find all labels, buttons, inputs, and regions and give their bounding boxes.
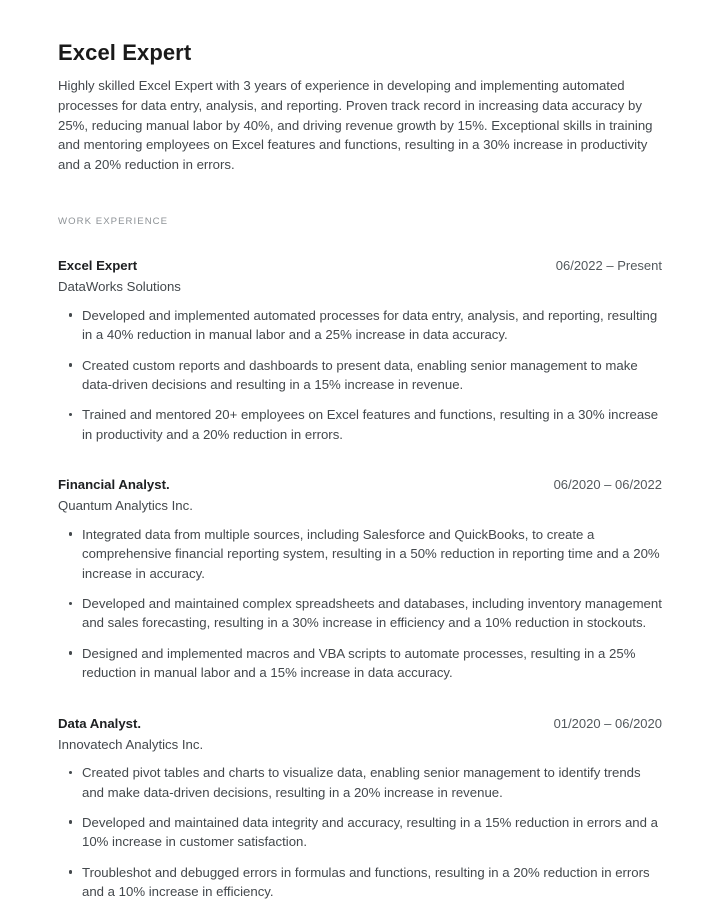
experience-entry-header (58, 476, 662, 494)
job-bullet-text: Developed and maintained data integrity and accuracy, resulting in a 15% reduction in errors and a 10% increase in customer satisfaction. (82, 814, 658, 850)
job-title: Data Analyst. (58, 715, 142, 731)
job-company: Innovatech Analytics Inc. (58, 736, 204, 752)
job-bullet-list (58, 525, 662, 683)
job-bullet (58, 356, 662, 395)
bullet-dot-icon (69, 413, 72, 416)
job-bullet-text: Created pivot tables and charts to visualize data, enabling senior management to identify trends and make data-driven decisions, resulting in a 20% increase in revenue. (82, 765, 641, 800)
experience-entry (58, 257, 662, 444)
job-dates: 01/2020 – 06/2020 (553, 715, 662, 731)
job-bullet (58, 813, 662, 852)
job-title: Financial Analyst. (58, 477, 170, 493)
experience-entry-header (58, 715, 662, 733)
bullet-dot-icon (69, 820, 72, 823)
professional-summary: Highly skilled Excel Expert with 3 years of experience in developing and implementing automated processes for data entry, analysis, and reporting. Proven track record in increasing data accuracy by 25%, reducing manual labor by 40%, and driving revenue growth by 15%. Exceptional skills in training and mentoring employees on Excel features and functions, resulting in a 30% increase in productivity and a 20% reduction in errors. (58, 78, 653, 172)
job-company: Quantum Analytics Inc. (58, 498, 193, 514)
bullet-dot-icon (69, 363, 72, 366)
job-bullet-text: Trained and mentored 20+ employees on Excel features and functions, resulting in a 30% increase in productivity and a 20% reduction in errors. (82, 407, 659, 442)
job-bullet-list (58, 763, 662, 901)
experience-entry-header (58, 257, 662, 275)
job-bullet (58, 405, 662, 444)
job-bullet-text: Designed and implemented macros and VBA scripts to automate processes, resulting in a 25% reduction in manual labor and a 15% increase in data accuracy. (82, 645, 636, 681)
job-bullet (58, 644, 662, 683)
section-heading-work-experience: WORK EXPERIENCE (58, 216, 169, 228)
page-title: Excel Expert (58, 40, 192, 65)
job-bullet (58, 763, 662, 802)
job-bullet-text: Troubleshot and debugged errors in formulas and functions, resulting in a 20% reduction in errors and a 10% increase in efficiency. (82, 864, 650, 900)
bullet-dot-icon (69, 651, 72, 654)
job-bullet-text: Developed and maintained complex spreadsheets and databases, including inventory management and sales forecasting, resulting in a 30% increase in efficiency and a 10% reduction in stockouts. (82, 596, 662, 631)
bullet-dot-icon (69, 870, 72, 873)
job-dates: 06/2020 – 06/2022 (553, 477, 662, 493)
job-bullet (58, 863, 662, 902)
experience-entry (58, 715, 662, 902)
bullet-dot-icon (69, 771, 72, 774)
bullet-dot-icon (69, 532, 72, 535)
bullet-dot-icon (69, 313, 72, 316)
job-bullet (58, 306, 662, 345)
job-title: Excel Expert (58, 258, 138, 274)
job-bullet-text: Integrated data from multiple sources, including Salesforce and QuickBooks, to create a comprehensive financial reporting system, resulting in a 50% reduction in reporting time and a 20% increase in accuracy. (82, 526, 660, 581)
experience-entry (58, 476, 662, 682)
job-company: DataWorks Solutions (58, 279, 181, 295)
job-bullet-text: Created custom reports and dashboards to present data, enabling senior management to make data-driven decisions and resulting in a 15% increase in revenue. (82, 357, 638, 393)
job-bullet (58, 525, 662, 583)
job-bullet-text: Developed and implemented automated processes for data entry, analysis, and reporting, resulting in a 40% reduction in manual labor and a 25% increase in data accuracy. (82, 307, 658, 343)
job-bullet-list (58, 306, 662, 444)
job-dates: 06/2022 – Present (555, 258, 662, 274)
bullet-dot-icon (69, 602, 72, 605)
job-bullet (58, 594, 662, 633)
